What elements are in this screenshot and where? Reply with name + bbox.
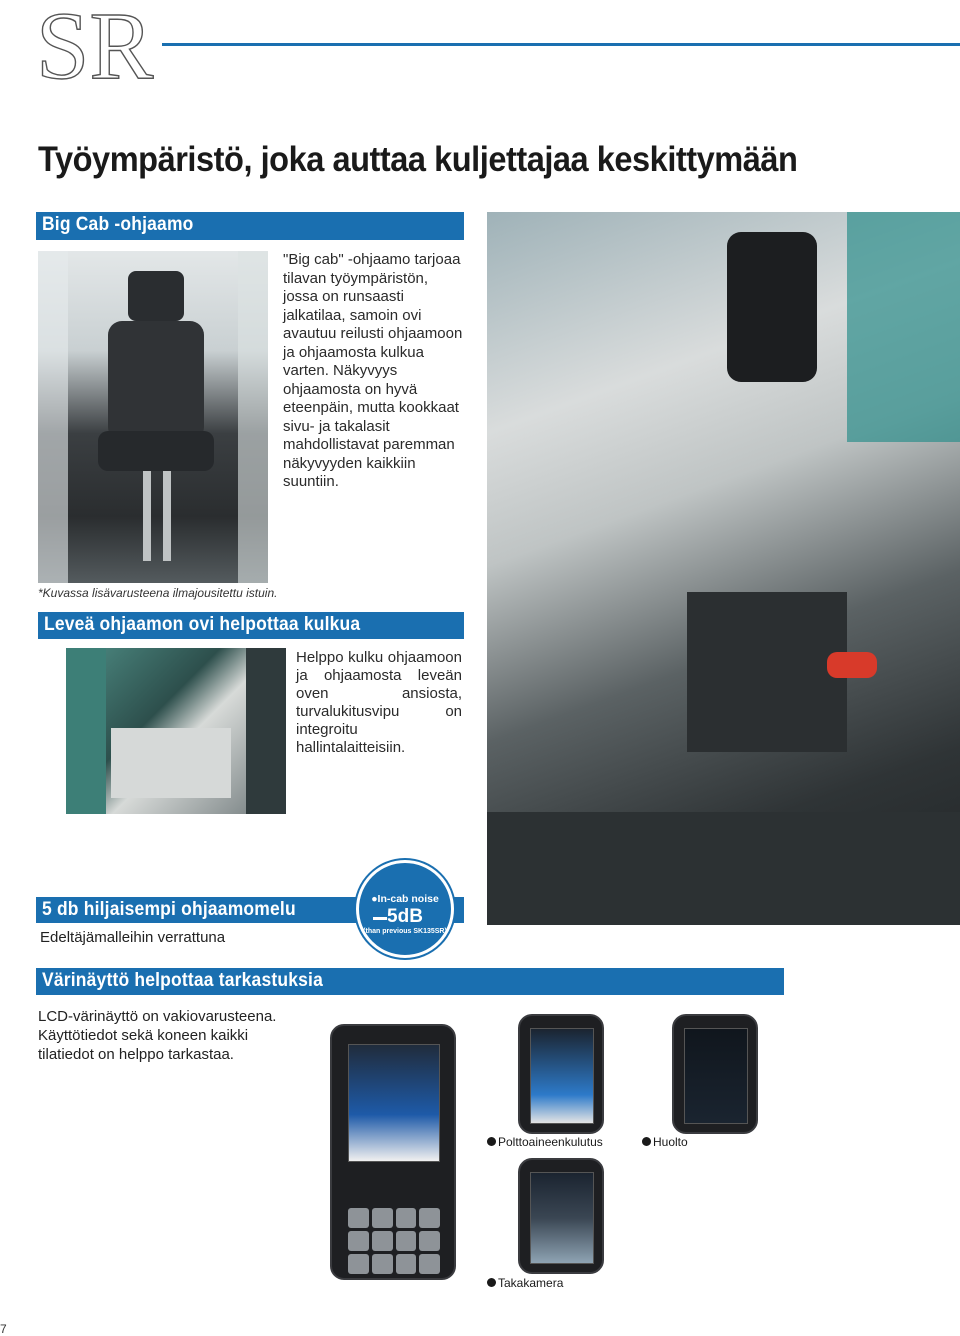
page-title: Työympäristö, joka auttaa kuljettajaa keskittymään <box>38 140 798 179</box>
monitor-keypad <box>348 1208 440 1274</box>
rear-camera-screen <box>518 1158 604 1274</box>
section-bar-big-cab <box>36 212 464 240</box>
door-description: Helppo kulku ohjaamoon ja ohjaamosta leveän oven ansiosta, turvalukitusvipu on integroitu hallintalaitteisiin. <box>296 649 462 756</box>
caption-text: Huolto <box>653 1135 688 1149</box>
noise-badge <box>356 860 454 958</box>
cab-door-photo <box>66 648 286 814</box>
keypad-key <box>396 1231 417 1251</box>
section-title: Värinäyttö helpottaa tarkastuksia <box>42 970 324 991</box>
caption-fuel <box>487 1135 603 1149</box>
door-illustration <box>66 648 286 814</box>
cab-description: "Big cab" -ohjaamo tarjoaa tilavan työympäristön, jossa on runsaasti jalkatilaa, samoin ovi avautuu reilusti ohjaamoon ja ohjaamosta kulkua varten. Näkyvyys ohjaamosta on hyvä eteenpäin, mutta kookkaat sivu- ja takalasit mahdollistavat paremman näkyvyyden kaikkiin suuntiin. <box>283 251 463 490</box>
cab-interior-photo <box>487 212 960 925</box>
service-screen <box>672 1014 758 1134</box>
section-title: Big Cab -ohjaamo <box>42 214 194 235</box>
section-bar-lcd <box>36 968 784 995</box>
cab-seat-photo <box>38 251 268 583</box>
cab-photo-note: *Kuvassa lisävarusteena ilmajousitettu istuin. <box>38 586 278 600</box>
caption-camera <box>487 1276 563 1290</box>
badge-title: ●In-cab noise <box>371 893 439 905</box>
noise-subtitle: Edeltäjämalleihin verrattuna <box>40 929 226 946</box>
bullet-icon <box>642 1137 651 1146</box>
svg-text:SR: SR <box>36 0 154 86</box>
header-rule <box>162 43 960 46</box>
monitor-screen <box>530 1028 594 1124</box>
caption-text: Polttoaineenkulutus <box>498 1135 603 1149</box>
monitor-screen <box>348 1044 440 1162</box>
caption-service <box>642 1135 688 1149</box>
caption-text: Takakamera <box>498 1276 564 1290</box>
bullet-icon <box>487 1278 496 1287</box>
keypad-key <box>419 1208 440 1228</box>
badge-subtitle: (than previous SK135SR) <box>363 928 447 935</box>
keypad-key <box>372 1254 393 1274</box>
keypad-key <box>419 1254 440 1274</box>
lcd-description: LCD-värinäyttö on vakiovarusteena. Käyttötiedot sekä koneen kaikki tilatiedot on helppo tarkastaa. <box>38 1008 277 1063</box>
interior-illustration <box>487 212 960 925</box>
keypad-key <box>419 1231 440 1251</box>
section-bar-door <box>38 612 464 639</box>
badge-value: 5dB <box>387 906 423 927</box>
keypad-key <box>348 1254 369 1274</box>
keypad-key <box>348 1208 369 1228</box>
lcd-monitor-device <box>330 1024 456 1280</box>
keypad-key <box>372 1208 393 1228</box>
seat-illustration <box>38 251 268 583</box>
section-title: 5 db hiljaisempi ohjaamomelu <box>42 899 296 920</box>
keypad-key <box>372 1231 393 1251</box>
sr-logo <box>36 0 176 86</box>
bullet-icon <box>487 1137 496 1146</box>
keypad-key <box>396 1208 417 1228</box>
keypad-key <box>396 1254 417 1274</box>
page-number: 7 <box>0 1322 7 1336</box>
fuel-consumption-screen <box>518 1014 604 1134</box>
monitor-screen <box>530 1172 594 1264</box>
section-title: Leveä ohjaamon ovi helpottaa kulkua <box>44 614 361 635</box>
keypad-key <box>348 1231 369 1251</box>
monitor-screen <box>684 1028 748 1124</box>
